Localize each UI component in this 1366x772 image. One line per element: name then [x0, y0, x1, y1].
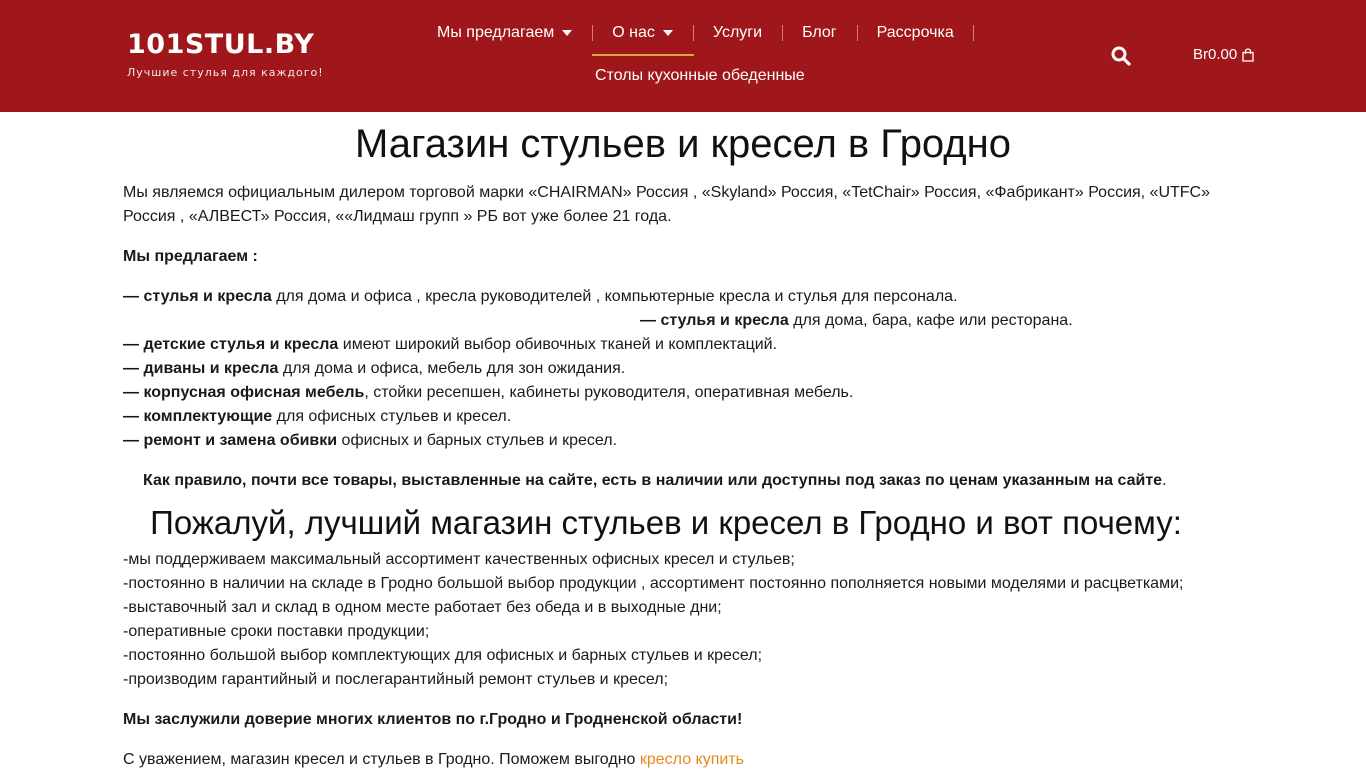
list-item: -мы поддерживаем максимальный ассортимент качественных офисных кресел и стульев;: [123, 551, 795, 568]
cart-total: Br0.00: [1193, 46, 1238, 63]
nav-item-label: Мы предлагаем: [437, 24, 555, 41]
list-item: -выставочный зал и склад в одном месте работает без обеда и в выходные дни;: [123, 599, 722, 616]
logo[interactable]: [127, 30, 324, 79]
list-item: -постоянно большой выбор комплектующих для офисных и барных стульев и кресел;: [123, 647, 763, 664]
nav-item-installment[interactable]: [857, 20, 974, 46]
nav-item-services[interactable]: [693, 20, 782, 46]
nav-item-offers[interactable]: [417, 20, 592, 46]
nav-active-underline: [592, 54, 694, 56]
list-item: -оперативные сроки поставки продукции;: [123, 623, 430, 640]
page-title: Магазин стульев и кресел в Гродно: [355, 122, 1011, 166]
stock-note: Как правило, почти все товары, выставленные на сайте, есть в наличии или доступны под заказ по ценам указанным на сайте.: [143, 472, 1167, 489]
offer-heading: Мы предлагаем :: [123, 248, 258, 265]
list-item: — стулья и кресла для дома, бара, кафе или ресторана.: [640, 312, 1073, 329]
intro-text: Мы являемся официальным дилером торговой марки «CHAIRMAN» Россия , «Skyland» Россия, «TetChair» Россия, «Фабрикант» Россия, «UTFC» Россия , «АЛВЕСТ» Россия, ««Лидмаш групп » РБ вот уже более 21 года.: [123, 184, 1211, 225]
nav-item-label: О нас: [612, 24, 655, 41]
list-item: — корпусная офисная мебель, стойки ресепшен, кабинеты руководителя, оперативная мебель.: [123, 384, 854, 401]
list-item: -постоянно в наличии на складе в Гродно большой выбор продукции , ассортимент постоянно пополняется новыми моделями и расцветками;: [123, 575, 1184, 592]
buy-chair-link[interactable]: кресло купить: [639, 751, 744, 768]
chevron-down-icon: [663, 30, 673, 36]
list-item: -производим гарантийный и послегарантийный ремонт стульев и кресел;: [123, 671, 669, 688]
nav-item-label: Блог: [802, 24, 837, 41]
nav-item-label: Услуги: [712, 24, 763, 41]
list-item: — комплектующие для офисных стульев и кресел.: [123, 408, 512, 425]
trust-text: Мы заслужили доверие многих клиентов по г.Гродно и Гродненской области!: [123, 711, 743, 728]
nav-item-kitchen-tables[interactable]: Столы кухонные обеденные: [595, 67, 805, 84]
list-item: — ремонт и замена обивки офисных и барных стульев и кресел.: [123, 432, 618, 449]
main-content: [123, 112, 1243, 772]
list-item: — детские стулья и кресла имеют широкий выбор обивочных тканей и комплектаций.: [123, 336, 778, 353]
list-item: — диваны и кресла для дома и офиса, мебель для зон ожидания.: [123, 360, 626, 377]
why-title: Пожалуй, лучший магазин стульев и кресел в Гродно и вот почему:: [150, 504, 1182, 541]
main-nav: [417, 20, 974, 46]
shopping-bag-icon: [1242, 48, 1254, 62]
logo-title: 101STUL.BY: [127, 29, 315, 60]
site-header: [0, 0, 1366, 112]
closing-text: С уважением, магазин кресел и стульев в Гродно. Поможем выгодно кресло купить: [123, 751, 744, 768]
logo-tagline: Лучшие стулья для каждого!: [127, 66, 324, 79]
cart-button[interactable]: [1193, 46, 1254, 63]
nav-item-about[interactable]: [592, 20, 693, 46]
chevron-down-icon: [562, 30, 572, 36]
reasons-list: [123, 548, 1243, 692]
list-item: — стулья и кресла для дома и офиса , кресла руководителей , компьютерные кресла и стулья для персонала.: [123, 288, 958, 305]
search-icon[interactable]: [1111, 46, 1131, 66]
nav-item-blog[interactable]: [782, 20, 857, 46]
offer-list: [123, 285, 1243, 453]
nav-item-label: Рассрочка: [876, 24, 954, 41]
